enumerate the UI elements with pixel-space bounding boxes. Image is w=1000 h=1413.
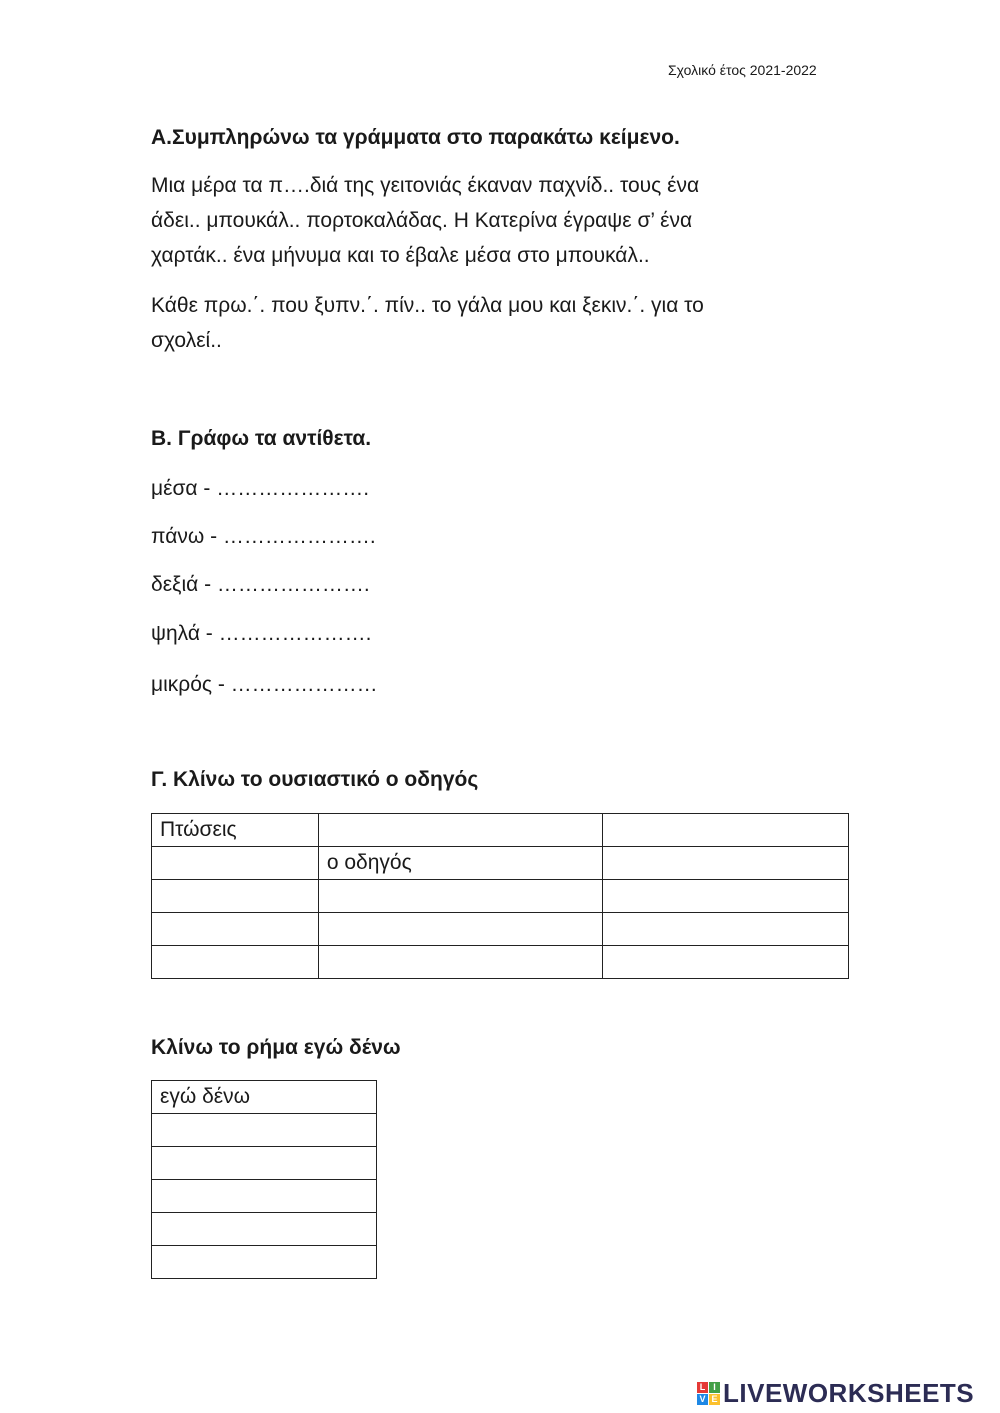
table-cell[interactable] <box>152 946 319 979</box>
table-cell[interactable] <box>152 1246 377 1279</box>
table-cell[interactable] <box>152 913 319 946</box>
section-c-title: Γ. Κλίνω το ουσιαστικό ο οδηγός <box>151 768 479 791</box>
table-cell: εγώ δένω <box>152 1081 377 1114</box>
table-row <box>152 913 849 946</box>
liveworksheets-logo-icon <box>697 1382 720 1405</box>
antonym-item[interactable]: μέσα - …………………. <box>151 477 370 500</box>
paragraph-line: Κάθε πρω.΄. που ξυπν.΄. πίν.. το γάλα μου και ξεκιν.΄. για το <box>151 294 704 317</box>
table-row <box>152 946 849 979</box>
table-row <box>152 1081 377 1114</box>
table-cell[interactable] <box>603 880 849 913</box>
liveworksheets-logo[interactable] <box>697 1378 974 1409</box>
noun-declension-table <box>151 813 849 979</box>
antonym-item[interactable]: πάνω - …………………. <box>151 525 376 548</box>
table-row <box>152 814 849 847</box>
antonym-item[interactable]: μικρός - ………………… <box>151 673 378 696</box>
paragraph-line: Μια μέρα τα π….διά της γειτονιάς έκαναν παχνίδ.. τους ένα <box>151 174 700 197</box>
table-cell[interactable] <box>603 847 849 880</box>
table-cell[interactable] <box>603 814 849 847</box>
table-row <box>152 880 849 913</box>
table-cell[interactable] <box>318 946 603 979</box>
table-cell[interactable] <box>318 880 603 913</box>
logo-letter: V <box>697 1394 708 1405</box>
table-row <box>152 1246 377 1279</box>
paragraph-line: σχολεί.. <box>151 329 222 352</box>
table-cell[interactable] <box>152 1213 377 1246</box>
section-a-title: Α.Συμπληρώνω τα γράμματα στο παρακάτω κείμενο. <box>151 126 680 149</box>
table-row <box>152 1114 377 1147</box>
table-row <box>152 1180 377 1213</box>
section-a-paragraph-2 <box>151 288 851 358</box>
table-cell[interactable] <box>152 880 319 913</box>
section-b-title: Β. Γράφω τα αντίθετα. <box>151 427 372 450</box>
table-cell[interactable] <box>152 1180 377 1213</box>
table-row <box>152 1147 377 1180</box>
antonym-item[interactable]: ψηλά - …………………. <box>151 622 372 645</box>
antonym-item[interactable]: δεξιά - …………………. <box>151 573 370 596</box>
school-year-label: Σχολικό έτος 2021-2022 <box>668 62 817 78</box>
paragraph-line: χαρτάκ.. ένα μήνυμα και το έβαλε μέσα στο μπουκάλ.. <box>151 244 650 267</box>
table-cell[interactable] <box>318 814 603 847</box>
table-cell[interactable] <box>152 847 319 880</box>
section-a-paragraph-1 <box>151 168 851 273</box>
logo-letter: E <box>709 1394 720 1405</box>
verb-conjugation-table <box>151 1080 377 1279</box>
table-cell[interactable] <box>603 913 849 946</box>
table-row <box>152 1213 377 1246</box>
logo-letter: L <box>697 1382 708 1393</box>
table-cell[interactable] <box>152 1147 377 1180</box>
table-cell[interactable] <box>603 946 849 979</box>
table-row <box>152 847 849 880</box>
table-cell[interactable] <box>318 913 603 946</box>
paragraph-line: άδει.. μπουκάλ.. πορτοκαλάδας. Η Κατερίνα έγραψε σ’ ένα <box>151 209 693 232</box>
table-cell[interactable] <box>152 1114 377 1147</box>
section-d-title: Κλίνω το ρήμα εγώ δένω <box>151 1036 401 1059</box>
logo-letter: I <box>709 1382 720 1393</box>
table-cell: ο οδηγός <box>318 847 603 880</box>
table-cell: Πτώσεις <box>152 814 319 847</box>
liveworksheets-logo-text: LIVEWORKSHEETS <box>723 1378 975 1408</box>
